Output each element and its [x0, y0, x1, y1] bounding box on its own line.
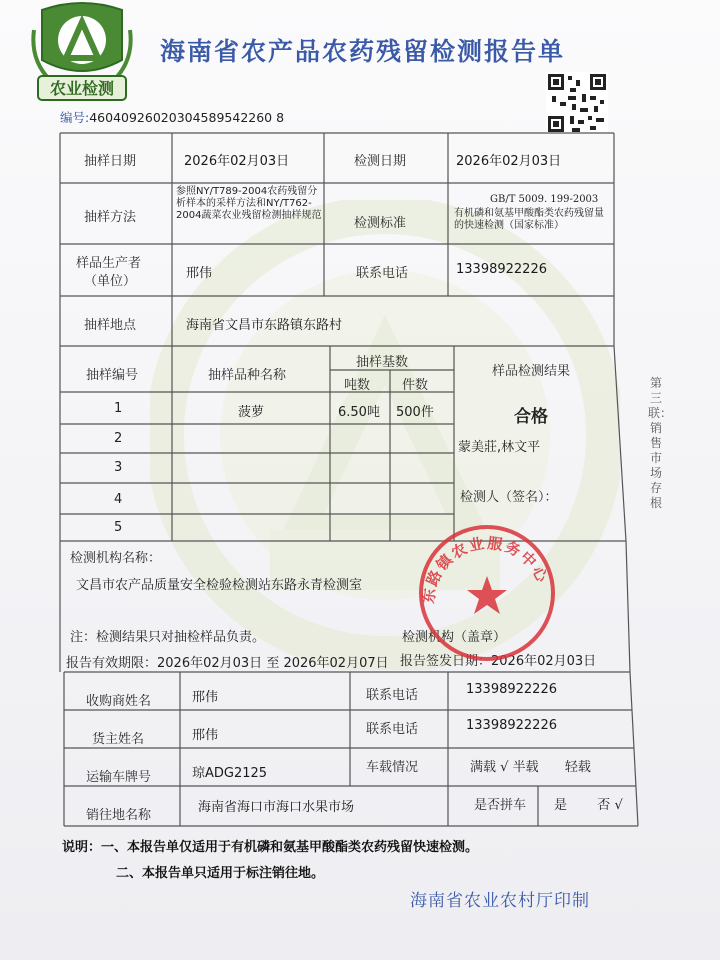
- sample-row-2-no: 2: [114, 431, 123, 446]
- destination-label: 销往地名称: [86, 808, 152, 823]
- issue-label: 报告签发日期：: [400, 654, 492, 669]
- buyer-phone-value: 13398922226: [466, 682, 557, 697]
- load-full: 满载: [470, 760, 497, 775]
- sample-row-1-tons: 6.50吨: [338, 405, 380, 420]
- carpool-no-check: √: [614, 798, 623, 813]
- producer-value: 邢伟: [186, 266, 213, 281]
- sample-row-1-pieces: 500件: [396, 405, 434, 420]
- sample-base-header: 抽样基数: [356, 355, 409, 370]
- carpool-no: 否: [597, 798, 611, 813]
- owner-phone-value: 13398922226: [466, 718, 557, 733]
- sampling-date-value: 2026年02月03日: [184, 154, 290, 169]
- issue-value: 2026年02月03日: [491, 654, 597, 669]
- test-standard-code: GB/T 5009. 199-2003: [490, 194, 599, 205]
- sample-name-header: 抽样品种名称: [208, 368, 287, 383]
- inspector-sign-label: 检测人（签名）：: [460, 490, 558, 505]
- plate-value: 琼ADG2125: [192, 766, 268, 781]
- destination-value: 海南省海口市海口水果市场: [198, 800, 355, 815]
- carpool-yes: 是: [554, 798, 568, 813]
- serial-label: 编号:: [60, 110, 90, 125]
- load-light: 轻载: [564, 760, 591, 775]
- owner-name-label: 货主姓名: [92, 732, 145, 747]
- test-date-label: 检测日期: [354, 154, 407, 169]
- buyer-name-value: 邢伟: [192, 690, 219, 705]
- sample-no-header: 抽样编号: [86, 368, 139, 383]
- validity-value: 2026年02月03日 至 2026年02月07日: [157, 656, 389, 671]
- institution-label: 检测机构名称：: [70, 551, 162, 566]
- sample-row-4-no: 4: [114, 492, 123, 507]
- producer-phone-value: 13398922226: [456, 262, 547, 277]
- footer-note-2: 二、本报告单只适用于标注销往地。: [116, 866, 325, 881]
- producer-phone-label: 联系电话: [356, 266, 409, 281]
- inspectors-value: 蒙美莊,林文平: [458, 440, 541, 455]
- sample-pieces-header: 件数: [402, 378, 429, 393]
- owner-name-value: 邢伟: [192, 728, 219, 743]
- copy-side-note: 第三联：销售市场存根: [648, 376, 673, 510]
- test-result-value: 合格: [514, 407, 548, 427]
- load-label: 车载情况: [366, 760, 419, 775]
- sampling-location-label: 抽样地点: [84, 318, 137, 333]
- seal-label: 检测机构（盖章）: [402, 630, 507, 645]
- validity-label: 报告有效期限：: [66, 656, 158, 671]
- sampling-method-label: 抽样方法: [84, 210, 137, 225]
- sampling-date-label: 抽样日期: [84, 154, 137, 169]
- load-half: 半载: [512, 760, 539, 775]
- load-full-check: √: [500, 760, 509, 775]
- buyer-phone-label: 联系电话: [366, 688, 419, 703]
- sample-row-5-no: 5: [114, 520, 123, 535]
- serial-value: 46040926020304589542260 8: [89, 110, 285, 125]
- carpool-options: [554, 794, 623, 813]
- sample-tons-header: 吨数: [344, 378, 371, 393]
- test-standard-desc: 有机磷和氨基甲酸酯类农药残留量的快速检测（国家标准）: [454, 208, 604, 231]
- sample-row-1-no: 1: [114, 401, 123, 416]
- sample-result-header: 样品检测结果: [492, 364, 571, 379]
- footer-note-1: 说明：一、本报告单仅适用于有机磷和氨基甲酸酯类农药残留快速检测。: [62, 840, 479, 855]
- buyer-name-label: 收购商姓名: [86, 694, 152, 709]
- test-standard-label: 检测标准: [354, 216, 407, 231]
- producer-label: 样品生产者: [76, 256, 142, 271]
- printed-by: 海南省农业农村厅印制: [410, 891, 590, 911]
- logo-label: 农业检测: [49, 79, 115, 98]
- sample-row-3-no: 3: [114, 460, 123, 475]
- result-note: 注：检测结果只对抽检样品负责。: [70, 630, 266, 645]
- load-options: [470, 756, 591, 775]
- report-title: 海南省农产品农药残留检测报告单: [160, 37, 566, 66]
- test-date-value: 2026年02月03日: [456, 154, 562, 169]
- validity-period: [66, 652, 389, 671]
- official-red-seal: [412, 518, 562, 668]
- owner-phone-label: 联系电话: [366, 722, 419, 737]
- carpool-label: 是否拼车: [474, 798, 527, 813]
- sample-row-1-name: 菠萝: [238, 405, 265, 420]
- sampling-method-value: 参照NY/T789-2004农药残留分析样本的采样方法和NY/T762-2004蔬菜农业残留检测抽样规范: [176, 186, 322, 221]
- producer-unit-label: （单位）: [84, 274, 137, 289]
- sampling-location-value: 海南省文昌市东路镇东路村: [186, 318, 343, 333]
- institution-value: 文昌市农产品质量安全检验检测站东路永青检测室: [76, 578, 363, 593]
- plate-label: 运输车牌号: [86, 770, 152, 785]
- seal-text: 东路镇农业服务中心: [419, 533, 553, 605]
